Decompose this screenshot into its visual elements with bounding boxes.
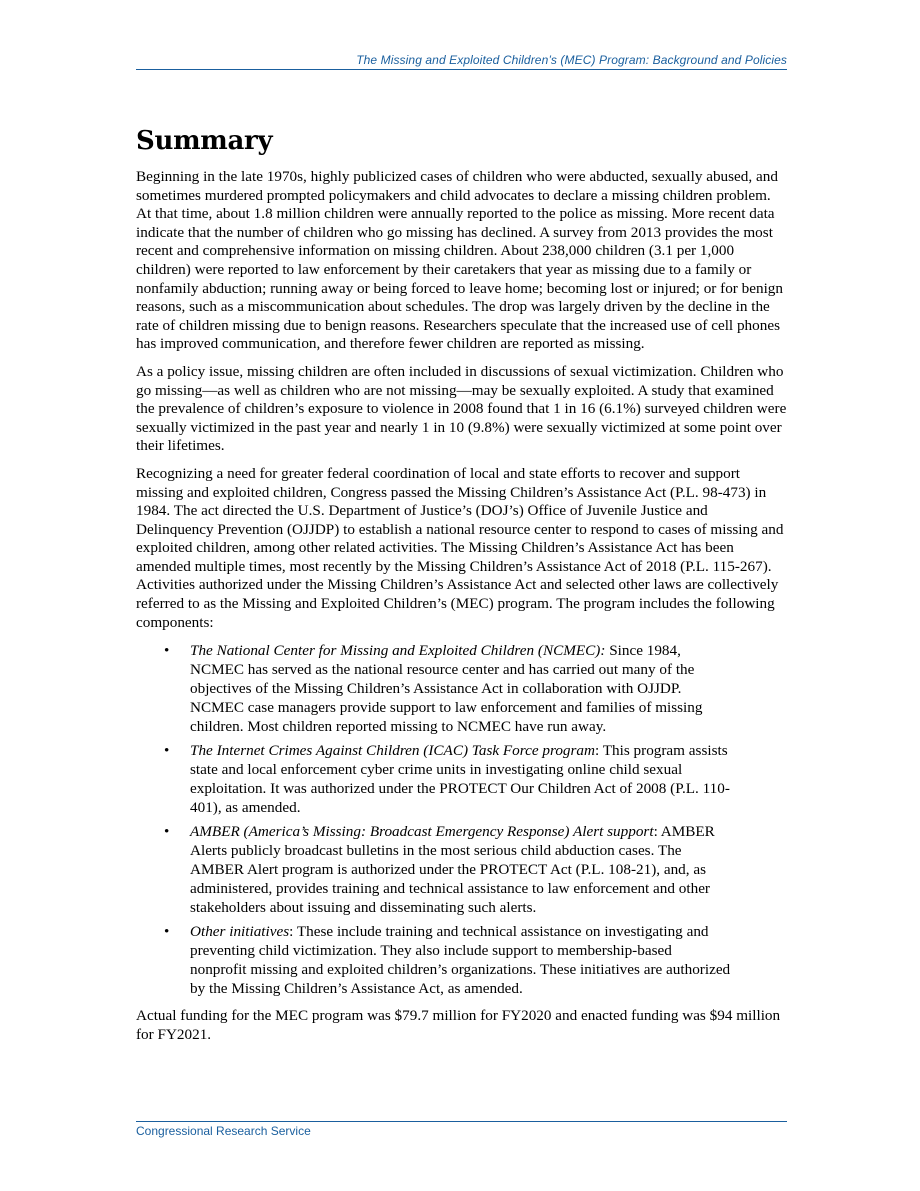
bullet-icon: • xyxy=(164,923,170,941)
component-term: The National Center for Missing and Exploited Children (NCMEC): xyxy=(190,642,606,660)
header-divider xyxy=(136,69,787,70)
component-term: Other initiatives xyxy=(190,923,290,941)
footer-divider xyxy=(136,1121,787,1122)
list-item-ncmec xyxy=(136,641,788,736)
component-text: : These include training and technical assistance on investigating and preventing child victimization. They also include support to membership-based nonprofit missing and exploited children’s organizations. These initiatives are authorized by the Missing Children’s Assistance Act, as amended. xyxy=(190,923,731,998)
bullet-icon: • xyxy=(164,823,170,841)
paragraph-intro: Beginning in the late 1970s, highly publicized cases of children who were abducted, sexually abused, and sometimes murdered prompted policymakers and child advocates to declare a missing children problem. At that time, about 1.8 million children were annually reported to the police as missing. More recent data indicate that the number of children who go missing has declined. A survey from 2013 provides the most recent and comprehensive information on missing children. About 238,000 children (3.1 per 1,000 children) were reported to law enforcement by their caretakers that year as missing due to a family or nonfamily abduction; running away or being forced to leave home; becoming lost or injured; or for benign reasons, such as a miscommunication about schedules. The drop was largely driven by the decline in the rate of children missing due to benign reasons. Researchers speculate that the increased use of cell phones has improved communication, and therefore fewer children are reported as missing. xyxy=(136,168,783,353)
paragraph-victimization: As a policy issue, missing children are often included in discussions of sexual victimization. Children who go missing—as well as children who are not missing—may be sexually exploited. A study that examined the prevalence of children’s exposure to violence in 2008 found that 1 in 16 (6.1%) surveyed children were sexually victimized in the past year and nearly 1 in 10 (9.8%) were sexually victimized at some point over their lifetimes. xyxy=(136,362,787,455)
list-item-icac xyxy=(136,741,788,817)
paragraph-legislation: Recognizing a need for greater federal coordination of local and state efforts to recover and support missing and exploited children, Congress passed the Missing Children’s Assistance Act (P.L. 98-473) in 1984. The act directed the U.S. Department of Justice’s (DOJ’s) Office of Juvenile Justice and Delinquency Prevention (OJJDP) to establish a national resource center to respond to cases of missing and exploited children, among other related activities. The Missing Children’s Assistance Act has been amended multiple times, most recently by the Missing Children’s Assistance Act of 2018 (P.L. 115-267). Activities authorized under the Missing Children’s Assistance Act and selected other laws are collectively referred to as the Missing and Exploited Children’s (MEC) program. The program includes the following components: xyxy=(136,464,784,631)
bullet-icon: • xyxy=(164,642,170,660)
component-term: AMBER (America’s Missing: Broadcast Emergency Response) Alert support xyxy=(190,823,654,841)
components-list xyxy=(136,641,788,998)
component-text: : This program assists state and local enforcement cyber crime units in investigating online child sexual exploitation. It was authorized under the PROTECT Our Children Act of 2008 (P.L. 110-401), as amended. xyxy=(190,742,730,817)
paragraph-funding: Actual funding for the MEC program was $79.7 million for FY2020 and enacted funding was $94 million for FY2021. xyxy=(136,1007,781,1043)
page-title: Summary xyxy=(136,126,273,156)
list-item-amber xyxy=(136,822,788,917)
summary-section xyxy=(136,124,788,1053)
list-item-other-initiatives xyxy=(136,922,788,998)
footer-source: Congressional Research Service xyxy=(136,1124,311,1138)
component-text: : AMBER Alerts publicly broadcast bulletins in the most serious child abduction cases. The AMBER Alert program is authorized under the PROTECT Act (P.L. 108-21), and, as administered, provides training and technical assistance to law enforcement and other stakeholders about issuing and disseminating such alerts. xyxy=(190,823,715,917)
component-term: The Internet Crimes Against Children (ICAC) Task Force program xyxy=(190,742,595,760)
running-header-title: The Missing and Exploited Children’s (MEC) Program: Background and Policies xyxy=(356,53,787,67)
bullet-icon: • xyxy=(164,742,170,760)
component-text: Since 1984, NCMEC has served as the national resource center and has carried out many of the objectives of the Missing Children’s Assistance Act in collaboration with OJJDP. NCMEC case managers provide support to law enforcement and families of missing children. Most children reported missing to NCMEC have run away. xyxy=(190,642,703,736)
